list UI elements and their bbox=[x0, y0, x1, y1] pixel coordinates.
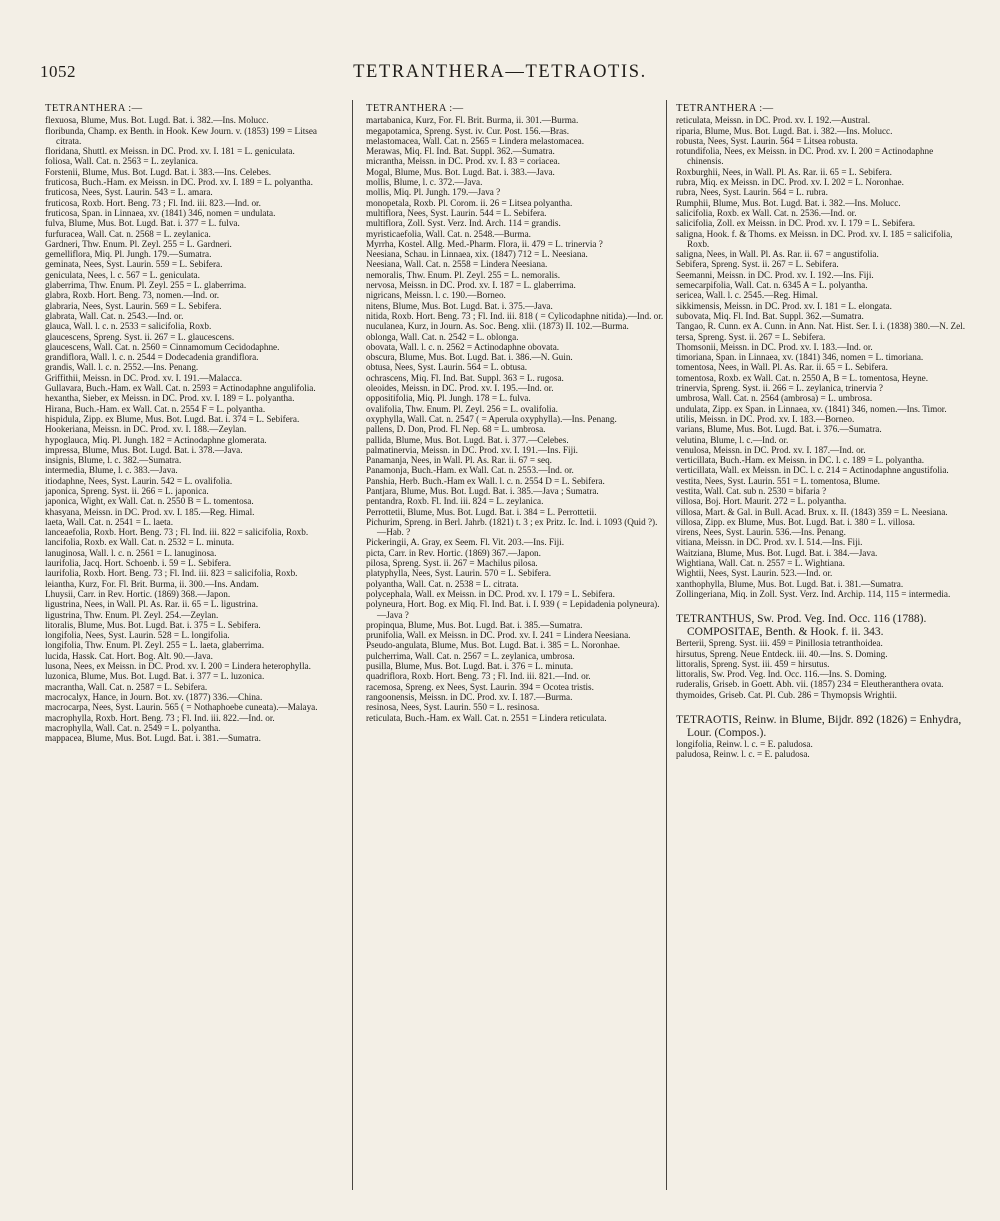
index-entry: rangoonensis, Meissn. in DC. Prod. xv. I. 187.—Burma. bbox=[366, 691, 573, 702]
index-entry: Panamanja, Nees, in Wall. Pl. As. Rar. ii. 67 = seq. bbox=[366, 455, 552, 466]
genus-heading-tetranthus: TETRANTHUS, Sw. Prod. Veg. Ind. Occ. 116 (1788). COMPOSITAE, Benth. & Hook. f. ii. 343. bbox=[676, 613, 927, 638]
index-entry: japonica, Wight, ex Wall. Cat. n. 2550 B = L. tomentosa. bbox=[45, 496, 254, 507]
index-entry: hispidula, Zipp. ex Blume, Mus. Bot. Lugd. Bat. i. 374 = L. Sebifera. bbox=[45, 413, 300, 424]
index-entry: Forstenii, Blume, Mus. Bot. Lugd. Bat. i. 383.—Ins. Celebes. bbox=[45, 166, 272, 177]
index-entry: Panamonja, Buch.-Ham. ex Wall. Cat. n. 2553.—Ind. or. bbox=[366, 465, 574, 476]
index-entry: Mogal, Blume, Mus. Bot. Lugd. Bat. i. 383.—Java. bbox=[366, 166, 555, 177]
index-entry: grandiflora, Wall. l. c. n. 2544 = Dodecadenia grandiflora. bbox=[45, 352, 259, 363]
index-entry: flexuosa, Blume, Mus. Bot. Lugd. Bat. i. 382.—Ins. Molucc. bbox=[45, 115, 269, 126]
index-entry: Lhuysii, Carr. in Rev. Hortic. (1869) 368.—Japon. bbox=[45, 588, 231, 599]
index-entry: longifolia, Reinw. l. c. = E. paludosa. bbox=[676, 739, 813, 750]
column-3 bbox=[676, 104, 968, 1194]
index-entry: obscura, Blume, Mus. Bot. Lugd. Bat. i. 386.—N. Guin. bbox=[366, 352, 573, 363]
index-entry: Thomsonii, Meissn. in DC. Prod. xv. I. 183.—Ind. or. bbox=[676, 341, 873, 352]
index-entry: rubra, Miq. ex Meissn. in DC. Prod. xv. I. 202 = L. Noronhae. bbox=[676, 177, 904, 188]
index-entry: umbrosa, Wall. Cat. n. 2564 (ambrosa) = L. umbrosa. bbox=[676, 393, 873, 404]
index-entry: oxyphylla, Wall. Cat. n. 2547 ( = Aperula oxyphylla).—Ins. Penang. bbox=[366, 413, 617, 424]
index-entry: geniculata, Nees, l. c. 567 = L. geniculata. bbox=[45, 269, 200, 280]
index-entry: Neesiana, Schau. in Linnaea, xix. (1847) 712 = L. Neesiana. bbox=[366, 249, 588, 260]
index-entry: paludosa, Reinw. l. c. = E. paludosa. bbox=[676, 749, 810, 760]
index-entry: mollis, Blume, l. c. 372.—Java. bbox=[366, 177, 483, 188]
index-entry: japonica, Spreng. Syst. ii. 266 = L. japonica. bbox=[45, 485, 209, 496]
index-entry: geminata, Nees, Syst. Laurin. 559 = L. Sebifera. bbox=[45, 259, 223, 270]
index-entry: Pickeringii, A. Gray, ex Seem. Fl. Vit. 203.—Ins. Fiji. bbox=[366, 537, 564, 548]
index-entry: lancifolia, Roxb. ex Wall. Cat. n. 2532 = L. minuta. bbox=[45, 537, 235, 548]
index-entry: laurifolia, Roxb. Hort. Beng. 73 ; Fl. Ind. iii. 823 = salicifolia, Roxb. bbox=[45, 568, 298, 579]
index-entry: tomentosa, Nees, in Wall. Pl. As. Rar. ii. 65 = L. Sebifera. bbox=[676, 362, 888, 373]
entry-list bbox=[676, 739, 968, 760]
index-entry: Griffithii, Meissn. in DC. Prod. xv. I. 191.—Malacca. bbox=[45, 372, 242, 383]
index-entry: nitida, Roxb. Hort. Beng. 73 ; Fl. Ind. iii. 818 ( = Cylicodaphne nitida).—Ind. or. bbox=[366, 310, 664, 321]
genus-heading-tetraotis: TETRAOTIS, Reinw. in Blume, Bijdr. 892 (1826) = Enhydra, Lour. (Compos.). bbox=[676, 714, 962, 739]
index-entry: lusona, Nees, ex Meissn. in DC. Prod. xv. I. 200 = Lindera heterophylla. bbox=[45, 661, 311, 672]
column-2 bbox=[366, 104, 664, 1194]
index-entry: ruderalis, Griseb. in Goett. Abh. vii. (1857) 234 = Eleutheranthera ovata. bbox=[676, 679, 944, 690]
index-entry: velutina, Blume, l. c.—Ind. or. bbox=[676, 434, 789, 445]
index-entry: glaucescens, Spreng. Syst. ii. 267 = L. glaucescens. bbox=[45, 331, 235, 342]
index-entry: subovata, Miq. Fl. Ind. Bat. Suppl. 362.—Sumatra. bbox=[676, 310, 864, 321]
index-entry: undulata, Zipp. ex Span. in Linnaea, xv. (1841) 346, nomen.—Ins. Timor. bbox=[676, 403, 947, 414]
index-entry: foliosa, Wall. Cat. n. 2563 = L. zeylanica. bbox=[45, 156, 199, 167]
index-entry: vestita, Nees, Syst. Laurin. 551 = L. tomentosa, Blume. bbox=[676, 475, 880, 486]
index-entry: vestita, Wall. Cat. sub n. 2530 = bifaria ? bbox=[676, 485, 827, 496]
index-entry: propinqua, Blume, Mus. Bot. Lugd. Bat. i. 385.—Sumatra. bbox=[366, 619, 583, 630]
index-entry: Panshia, Herb. Buch.-Ham ex Wall. l. c. n. 2554 D = L. Sebifera. bbox=[366, 475, 605, 486]
index-entry: laurifolia, Jacq. Hort. Schoenb. i. 59 = L. Sebifera. bbox=[45, 558, 232, 569]
index-entry: salicifolia, Roxb. ex Wall. Cat. n. 2536.—Ind. or. bbox=[676, 207, 857, 218]
index-entry: pulcherrima, Wall. Cat. n. 2567 = L. zeylanica, umbrosa. bbox=[366, 650, 575, 661]
index-entry: fruticosa, Roxb. Hort. Beng. 73 ; Fl. Ind. iii. 823.—Ind. or. bbox=[45, 197, 261, 208]
index-entry: verticillata, Buch.-Ham. ex Meissn. in DC. l. c. 189 = L. polyantha. bbox=[676, 455, 925, 466]
index-entry: palmatinervia, Meissn. in DC. Prod. xv. I. 191.—Ins. Fiji. bbox=[366, 444, 578, 455]
index-entry: semecarpifolia, Wall. Cat. n. 6345 A = L. polyantha. bbox=[676, 280, 868, 291]
index-entry: salicifolia, Zoll. ex Meissn. in DC. Prod. xv. I. 179 = L. Sebifera. bbox=[676, 218, 916, 229]
index-entry: glabrata, Wall. Cat. n. 2543.—Ind. or. bbox=[45, 310, 184, 321]
index-entry: glaucescens, Wall. Cat. n. 2560 = Cinnamomum Cecidodaphne. bbox=[45, 341, 280, 352]
index-entry: sikkimensis, Meissn. in DC. Prod. xv. I. 181 = L. elongata. bbox=[676, 300, 892, 311]
index-entry: Wightiana, Wall. Cat. n. 2557 = L. Wightiana. bbox=[676, 558, 845, 569]
genus-header: TETRANTHERA :— bbox=[366, 104, 464, 114]
index-entry: multiflora, Nees, Syst. Laurin. 544 = L. Sebifera. bbox=[366, 207, 547, 218]
index-entry: floridana, Shuttl. ex Meissn. in DC. Prod. xv. I. 181 = L. geniculata. bbox=[45, 146, 295, 157]
index-entry: quadriflora, Roxb. Hort. Beng. 73 ; Fl. Ind. iii. 821.—Ind. or. bbox=[366, 671, 591, 682]
index-entry: rubra, Nees, Syst. Laurin. 564 = L. rubra. bbox=[676, 187, 828, 198]
index-entry: Pseudo-angulata, Blume, Mus. Bot. Lugd. Bat. i. 385 = L. Noronhae. bbox=[366, 640, 620, 651]
index-entry: pusilla, Blume, Mus. Bot. Lugd. Bat. i. 376 = L. minuta. bbox=[366, 661, 574, 672]
index-entry: virens, Nees, Syst. Laurin. 536.—Ins. Penang. bbox=[676, 527, 846, 538]
index-entry: pilosa, Spreng. Syst. ii. 267 = Machilus pilosa. bbox=[366, 558, 538, 569]
column-divider bbox=[666, 100, 667, 1190]
index-entry: nervosa, Meissn. in DC. Prod. xv. I. 187 = L. glaberrima. bbox=[366, 280, 576, 291]
index-entry: insignis, Blume, l. c. 382.—Sumatra. bbox=[45, 455, 182, 466]
index-entry: Gardneri, Thw. Enum. Pl. Zeyl. 255 = L. Gardneri. bbox=[45, 238, 232, 249]
index-entry: oleoides, Meissn. in DC. Prod. xv. I. 195.—Ind. or. bbox=[366, 383, 554, 394]
index-entry: nitens, Blume, Mus. Bot. Lugd. Bat. i. 375.—Java. bbox=[366, 300, 553, 311]
column-1 bbox=[45, 104, 333, 1194]
index-entry: timoriana, Span. in Linnaea, xv. (1841) 346, nomen = L. timoriana. bbox=[676, 352, 924, 363]
index-entry: melastomacea, Wall. Cat. n. 2565 = Lindera melastomacea. bbox=[366, 135, 585, 146]
index-entry: sericea, Wall. l. c. 2545.—Reg. Himal. bbox=[676, 290, 818, 301]
index-entry: xanthophylla, Blume, Mus. Bot. Lugd. Bat. i. 381.—Sumatra. bbox=[676, 578, 904, 589]
index-entry: villosa, Boj. Hort. Maurit. 272 = L. polyantha. bbox=[676, 496, 847, 507]
index-entry: prunifolia, Wall. ex Meissn. in DC. Prod. xv. I. 241 = Lindera Neesiana. bbox=[366, 630, 631, 641]
index-entry: hypoglauca, Miq. Pl. Jungh. 182 = Actinodaphne glomerata. bbox=[45, 434, 267, 445]
index-entry: furfuracea, Wall. Cat. n. 2568 = L. zeylanica. bbox=[45, 228, 211, 239]
entry-list bbox=[676, 638, 968, 700]
index-entry: macrantha, Wall. Cat. n. 2587 = L. Sebifera. bbox=[45, 681, 208, 692]
index-entry: myristicaefolia, Wall. Cat. n. 2548.—Burma. bbox=[366, 228, 531, 239]
index-entry: obtusa, Nees, Syst. Laurin. 564 = L. obtusa. bbox=[366, 362, 528, 373]
index-entry: saligna, Hook. f. & Thoms. ex Meissn. in DC. Prod. xv. I. 185 = salicifolia, Roxb. bbox=[676, 228, 953, 249]
index-entry: multiflora, Zoll. Syst. Verz. Ind. Arch. 114 = grandis. bbox=[366, 218, 561, 229]
index-entry: micrantha, Meissn. in DC. Prod. xv. I. 83 = coriacea. bbox=[366, 156, 560, 167]
index-entry: itiodaphne, Nees, Syst. Laurin. 542 = L. ovalifolia. bbox=[45, 475, 233, 486]
index-entry: glabra, Roxb. Hort. Beng. 73, nomen.—Ind. or. bbox=[45, 290, 220, 301]
index-entry: macrophylla, Roxb. Hort. Beng. 73 ; Fl. Ind. iii. 822.—Ind. or. bbox=[45, 712, 275, 723]
index-entry: Wightii, Nees, Syst. Laurin. 523.—Ind. or. bbox=[676, 568, 833, 579]
index-entry: varians, Blume, Mus. Bot. Lugd. Bat. i. 376.—Sumatra. bbox=[676, 424, 882, 435]
index-entry: floribunda, Champ. ex Benth. in Hook. Kew Journ. v. (1853) 199 = Litsea citrata. bbox=[45, 125, 317, 146]
index-entry: mappacea, Blume, Mus. Bot. Lugd. Bat. i. 381.—Sumatra. bbox=[45, 733, 261, 744]
index-entry: Perrottetii, Blume, Mus. Bot. Lugd. Bat. i. 384 = L. Perrottetii. bbox=[366, 506, 597, 517]
index-entry: hexantha, Sieber, ex Meissn. in DC. Prod. xv. I. 189 = L. polyantha. bbox=[45, 393, 295, 404]
index-entry: glauca, Wall. l. c. n. 2533 = salicifolia, Roxb. bbox=[45, 321, 212, 332]
page-header bbox=[0, 62, 1000, 90]
index-entry: pentandra, Roxb. Fl. Ind. iii. 824 = L. zeylanica. bbox=[366, 496, 544, 507]
index-entry: riparia, Blume, Mus. Bot. Lugd. Bat. i. 382.—Ins. Molucc. bbox=[676, 125, 893, 136]
index-entry: lanceaefolia, Roxb. Hort. Beng. 73 ; Fl. Ind. iii. 822 = salicifolia, Roxb. bbox=[45, 527, 309, 538]
index-entry: glaberrima, Thw. Enum. Pl. Zeyl. 255 = L. glaberrima. bbox=[45, 280, 247, 291]
index-entry: polycephala, Wall. ex Meissn. in DC. Prod. xv. I. 179 = L. Sebifera. bbox=[366, 588, 615, 599]
index-entry: ligustrina, Nees, in Wall. Pl. As. Rar. ii. 65 = L. ligustrina. bbox=[45, 599, 259, 610]
index-entry: ochrascens, Miq. Fl. Ind. Bat. Suppl. 363 = L. rugosa. bbox=[366, 372, 564, 383]
index-entry: mollis, Miq. Pl. Jungh. 179.—Java ? bbox=[366, 187, 501, 198]
index-entry: vitiana, Meissn. in DC. Prod. xv. I. 514.—Ins. Fiji. bbox=[676, 537, 863, 548]
page-number: 1052 bbox=[40, 62, 76, 81]
index-entry: resinosa, Nees, Syst. Laurin. 550 = L. resinosa. bbox=[366, 702, 540, 713]
index-entry: robusta, Nees, Syst. Laurin. 564 = Litsea robusta. bbox=[676, 135, 858, 146]
index-entry: villosa, Zipp. ex Blume, Mus. Bot. Lugd. Bat. i. 380 = L. villosa. bbox=[676, 516, 915, 527]
index-entry: pallens, D. Don, Prod. Fl. Nep. 68 = L. umbrosa. bbox=[366, 424, 546, 435]
index-entry: laeta, Wall. Cat. n. 2541 = L. laeta. bbox=[45, 516, 174, 527]
entry-list bbox=[366, 115, 664, 723]
index-entry: verticillata, Wall. ex Meissn. in DC. l. c. 214 = Actinodaphne angustifolia. bbox=[676, 465, 949, 476]
index-entry: picta, Carr. in Rev. Hortic. (1869) 367.—Japon. bbox=[366, 547, 541, 558]
index-entry: ligustrina, Thw. Enum. Pl. Zeyl. 254.—Zeylan. bbox=[45, 609, 219, 620]
entry-list bbox=[676, 115, 968, 599]
genus-header: TETRANTHERA :— bbox=[45, 104, 143, 114]
index-entry: Berterii, Spreng. Syst. iii. 459 = Pinillosia tetranthoidea. bbox=[676, 638, 883, 649]
index-entry: longifolia, Thw. Enum. Pl. Zeyl. 255 = L. laeta, glaberrima. bbox=[45, 640, 264, 651]
index-entry: oppositifolia, Miq. Pl. Jungh. 178 = L. fulva. bbox=[366, 393, 531, 404]
running-head: TETRANTHERA—TETRAOTIS. bbox=[353, 62, 647, 82]
index-entry: Hookeriana, Meissn. in DC. Prod. xv. I. 188.—Zeylan. bbox=[45, 424, 247, 435]
index-entry: fruticosa, Nees, Syst. Laurin. 543 = L. amara. bbox=[45, 187, 213, 198]
index-entry: venulosa, Meissn. in DC. Prod. xv. I. 187.—Ind. or. bbox=[676, 444, 866, 455]
index-entry: Hirana, Buch.-Ham. ex Wall. Cat. n. 2554 F = L. polyantha. bbox=[45, 403, 266, 414]
index-entry: polyantha, Wall. Cat. n. 2538 = L. citrata. bbox=[366, 578, 519, 589]
index-entry: martabanica, Kurz, For. Fl. Brit. Burma, ii. 301.—Burma. bbox=[366, 115, 579, 126]
index-entry: litoralis, Blume, Mus. Bot. Lugd. Bat. i. 375 = L. Sebifera. bbox=[45, 619, 261, 630]
index-entry: reticulata, Buch.-Ham. ex Wall. Cat. n. 2551 = Lindera reticulata. bbox=[366, 712, 607, 723]
index-entry: hirsutus, Spreng. Neue Entdeck. iii. 40.—Ins. S. Doming. bbox=[676, 648, 888, 659]
index-entry: grandis, Wall. l. c. n. 2552.—Ins. Penang. bbox=[45, 362, 199, 373]
index-entry: luzonica, Blume, Mus. Bot. Lugd. Bat. i. 377 = L. luzonica. bbox=[45, 671, 265, 682]
index-entry: macrophylla, Wall. Cat. n. 2549 = L. polyantha. bbox=[45, 722, 221, 733]
index-entry: Rumphii, Blume, Mus. Bot. Lugd. Bat. i. 382.—Ins. Molucc. bbox=[676, 197, 901, 208]
index-entry: racemosa, Spreng. ex Nees, Syst. Laurin. 394 = Ocotea tristis. bbox=[366, 681, 594, 692]
index-entry: Sebifera, Spreng. Syst. ii. 267 = L. Sebifera. bbox=[676, 259, 839, 270]
index-entry: littoralis, Spreng. Syst. iii. 459 = hirsutus. bbox=[676, 658, 830, 669]
index-entry: reticulata, Meissn. in DC. Prod. xv. I. 192.—Austral. bbox=[676, 115, 871, 126]
index-entry: pallida, Blume, Mus. Bot. Lugd. Bat. i. 377.—Celebes. bbox=[366, 434, 569, 445]
index-entry: Gullavara, Buch.-Ham. ex Wall. Cat. n. 2593 = Actinodaphne angulifolia. bbox=[45, 383, 316, 394]
index-entry: Seemanni, Meissn. in DC. Prod. xv. I. 192.—Ins. Fiji. bbox=[676, 269, 874, 280]
entry-list bbox=[45, 115, 333, 743]
index-entry: intermedia, Blume, l. c. 383.—Java. bbox=[45, 465, 178, 476]
index-entry: oblonga, Wall. Cat. n. 2542 = L. oblonga. bbox=[366, 331, 519, 342]
index-entry: Waitziana, Blume, Mus. Bot. Lugd. Bat. i. 384.—Java. bbox=[676, 547, 878, 558]
index-entry: gemelliflora, Miq. Pl. Jungh. 179.—Sumatra. bbox=[45, 249, 212, 260]
index-entry: tersa, Spreng. Syst. ii. 267 = L. Sebifera. bbox=[676, 331, 826, 342]
genus-header: TETRANTHERA :— bbox=[676, 104, 774, 114]
index-entry: nemoralis, Thw. Enum. Pl. Zeyl. 255 = L. nemoralis. bbox=[366, 269, 561, 280]
index-entry: ovalifolia, Thw. Enum. Pl. Zeyl. 256 = L. ovalifolia. bbox=[366, 403, 558, 414]
index-entry: littoralis, Sw. Prod. Veg. Ind. Occ. 116.—Ins. S. Doming. bbox=[676, 669, 887, 680]
index-entry: Pantjara, Blume, Mus. Bot. Lugd. Bat. i. 385.—Java ; Sumatra. bbox=[366, 485, 599, 496]
index-entry: monopetala, Roxb. Pl. Corom. ii. 26 = Litsea polyantha. bbox=[366, 197, 573, 208]
index-entry: tomentosa, Roxb. ex Wall. Cat. n. 2550 A, B = L. tomentosa, Heyne. bbox=[676, 372, 929, 383]
index-entry: impressa, Blume, Mus. Bot. Lugd. Bat. i. 378.—Java. bbox=[45, 444, 243, 455]
index-entry: Roxburghii, Nees, in Wall. Pl. As. Rar. ii. 65 = L. Sebifera. bbox=[676, 166, 892, 177]
index-entry: polyneura, Hort. Bog. ex Miq. Fl. Ind. Bat. i. I. 939 ( = Lepidadenia polyneura).—Java ? bbox=[366, 599, 660, 620]
index-entry: fruticosa, Span. in Linnaea, xv. (1841) 346, nomen = undulata. bbox=[45, 207, 276, 218]
index-entry: longifolia, Nees, Syst. Laurin. 528 = L. longifolia. bbox=[45, 630, 230, 641]
index-entry: fulva, Blume, Mus. Bot. Lugd. Bat. i. 377 = L. fulva. bbox=[45, 218, 240, 229]
index-entry: nuculanea, Kurz, in Journ. As. Soc. Beng. xlii. (1873) II. 102.—Burma. bbox=[366, 321, 629, 332]
index-entry: Tangao, R. Cunn. ex A. Cunn. in Ann. Nat. Hist. Ser. I. i. (1838) 380.—N. Zel. bbox=[676, 321, 965, 332]
index-entry: glabraria, Nees, Syst. Laurin. 569 = L. Sebifera. bbox=[45, 300, 222, 311]
index-entry: platyphylla, Nees, Syst. Laurin. 570 = L. Sebifera. bbox=[366, 568, 552, 579]
index-entry: macrocarpa, Nees, Syst. Laurin. 565 ( = Nothaphoebe cuneata).—Malaya. bbox=[45, 702, 318, 713]
index-entry: utilis, Meissn. in DC. Prod. xv. I. 183.—Borneo. bbox=[676, 413, 855, 424]
index-entry: Myrrha, Kostel. Allg. Med.-Pharm. Flora, ii. 479 = L. trinervia ? bbox=[366, 238, 603, 249]
index-entry: nigricans, Meissn. l. c. 190.—Borneo. bbox=[366, 290, 506, 301]
index-entry: leiantha, Kurz, For. Fl. Brit. Burma, ii. 300.—Ins. Andam. bbox=[45, 578, 259, 589]
index-entry: lanuginosa, Wall. l. c. n. 2561 = L. lanuginosa. bbox=[45, 547, 217, 558]
index-entry: obovata, Wall. l. c. n. 2562 = Actinodaphne obovata. bbox=[366, 341, 560, 352]
index-entry: thymoides, Griseb. Cat. Pl. Cub. 286 = Thymopsis Wrightii. bbox=[676, 689, 897, 700]
index-entry: fruticosa, Buch.-Ham. ex Meissn. in DC. Prod. xv. I. 189 = L. polyantha. bbox=[45, 177, 313, 188]
index-entry: trinervia, Spreng. Syst. ii. 266 = L. zeylanica, trinervia ? bbox=[676, 383, 883, 394]
index-entry: villosa, Mart. & Gal. in Bull. Acad. Brux. x. II. (1843) 359 = L. Neesiana. bbox=[676, 506, 948, 517]
index-entry: Merawas, Miq. Fl. Ind. Bat. Suppl. 362.—Sumatra. bbox=[366, 146, 555, 157]
index-entry: saligna, Nees, in Wall. Pl. As. Rar. ii. 67 = angustifolia. bbox=[676, 249, 879, 260]
index-entry: rotundifolia, Nees, ex Meissn. in DC. Prod. xv. I. 200 = Actinodaphne chinensis. bbox=[676, 146, 934, 167]
column-divider bbox=[352, 100, 353, 1190]
index-entry: megapotamica, Spreng. Syst. iv. Cur. Post. 156.—Bras. bbox=[366, 125, 570, 136]
index-entry: Pichurim, Spreng. in Berl. Jahrb. (1821) t. 3 ; ex Pritz. Ic. Ind. i. 1093 (Quid ?).—Hab. ? bbox=[366, 516, 658, 538]
index-entry: macrocalyx, Hance, in Journ. Bot. xv. (1877) 336.—China. bbox=[45, 691, 263, 702]
index-entry: khasyana, Meissn. in DC. Prod. xv. I. 185.—Reg. Himal. bbox=[45, 506, 255, 517]
index-entry: Neesiana, Wall. Cat. n. 2558 = Lindera Neesiana. bbox=[366, 259, 548, 270]
index-entry: lucida, Hassk. Cat. Hort. Bog. Alt. 90.—Java. bbox=[45, 650, 213, 661]
index-entry: Zollingeriana, Miq. in Zoll. Syst. Verz. Ind. Archip. 114, 115 = intermedia. bbox=[676, 588, 951, 599]
